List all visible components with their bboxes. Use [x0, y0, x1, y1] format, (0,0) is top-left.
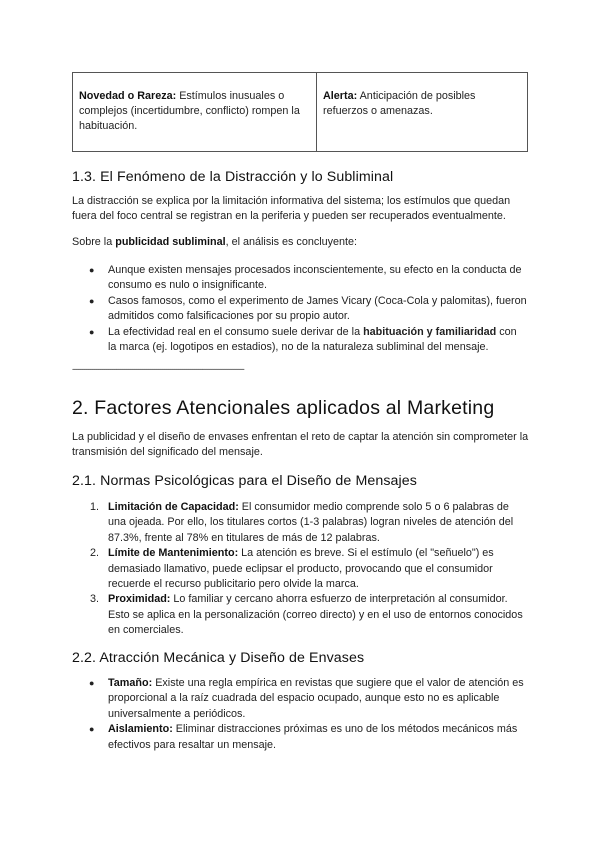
list-item-text: Casos famosos, como el experimento de James Vicary (Coca-Cola y palomitas), fueron admitidos como falsificaciones por su propio autor. — [108, 294, 527, 323]
envases-bullet-list — [72, 676, 528, 753]
list-item-text: La atención es breve. Si el estímulo (el "señuelo") es demasiado llamativo, puede eclipsar el producto, provocando que el consumidor recuerde el recurso publicitario pero olvide la marca. — [108, 547, 494, 591]
bullet-icon: ● — [89, 724, 95, 735]
table-cell-term: Alerta: — [323, 90, 358, 102]
section-heading-2: 2. Factores Atencionales aplicados al Marketing — [72, 397, 495, 419]
dashed-divider: -------------------------------------------------------------------------------------- — [72, 364, 244, 374]
list-number: 1. — [90, 501, 100, 513]
bold-term: Tamaño: — [108, 677, 153, 689]
list-number: 3. — [90, 593, 100, 606]
bullet-icon: ● — [89, 265, 95, 275]
subliminal-bullet-list — [72, 263, 528, 355]
section-heading-2-1: 2.1. Normas Psicológicas para el Diseño de Mensajes — [72, 473, 417, 489]
table-cell-term: Novedad o Rareza: — [79, 90, 177, 102]
list-item-text: Eliminar distracciones próximas es uno de los métodos mecánicos más efectivos para resaltar un mensaje. — [108, 723, 518, 751]
list-item-text: Aunque existen mensajes procesados inconscientemente, su efecto en la conducta de consumo es nulo o insignificante. — [108, 264, 522, 292]
paragraph-subliminal-intro — [72, 235, 532, 250]
section-heading-2-2: 2.2. Atracción Mecánica y Diseño de Envases — [72, 650, 365, 666]
bold-term: Aislamiento: — [108, 723, 173, 736]
bold-term: habituación y familiaridad — [363, 325, 497, 338]
list-item-text: Lo familiar y cercano ahorra esfuerzo de interpretación al consumidor. Esto se aplica en la personalización (correo directo) y en el uso de entornos conocidos en comerciales. — [108, 593, 523, 637]
normas-numbered-list — [72, 500, 528, 639]
paragraph-marketing-intro: La publicidad y el diseño de envases enfrentan el reto de captar la atención sin comprometer la transmisión del significado del mensaje. — [72, 431, 529, 459]
bullet-icon: ● — [89, 295, 95, 306]
table-cell-text: Estímulos inusuales o complejos (incertidumbre, conflicto) rompen la habituación. — [79, 90, 300, 132]
list-number: 2. — [90, 547, 100, 560]
list-item — [72, 722, 528, 753]
paragraph-distraccion: La distracción se explica por la limitación informativa del sistema; los estímulos que quedan fuera del foco central se registran en la periferia y pueden ser recuperados eventualmente. — [72, 195, 511, 223]
list-item — [72, 500, 528, 546]
list-item — [72, 676, 528, 722]
table-cell-alerta — [317, 73, 527, 151]
bold-term: publicidad subliminal — [115, 236, 226, 248]
list-item-text: El consumidor medio comprende solo 5 o 6 palabras de una ojeada. Por ello, los titulares cortos (1-3 palabras) logran niveles de atención del 87.3%, frente al 78% en titulares de más de 12 palabras. — [108, 501, 514, 544]
list-item-text: La efectividad real en el consumo suele derivar de la — [108, 325, 364, 338]
list-item — [72, 294, 528, 325]
bullet-icon: ● — [89, 678, 95, 688]
criteria-table — [72, 72, 528, 152]
table-cell-novedad — [73, 73, 317, 151]
list-item-text: Existe una regla empírica en revistas que sugiere que el valor de atención es proporcional a la raíz cuadrada del espacio ocupado, aunque esto no es aplicable universalmente a periódicos. — [108, 677, 524, 720]
list-item — [72, 592, 528, 638]
bold-term: Límite de Mantenimiento: — [108, 547, 239, 560]
bold-term: Proximidad: — [108, 593, 171, 606]
list-item — [72, 263, 528, 294]
table-cell-text: Anticipación de posibles refuerzos o amenazas. — [323, 90, 476, 117]
list-item — [72, 325, 528, 356]
text-fragment: Sobre la — [72, 236, 116, 248]
bullet-icon: ● — [89, 326, 95, 337]
list-item — [72, 546, 528, 592]
bold-term: Limitación de Capacidad: — [108, 501, 239, 513]
text-fragment: , el análisis es concluyente: — [225, 236, 358, 248]
list-item-text: con la marca (ej. logotipos en estadios), no de la naturaleza subliminal del mensaje. — [108, 325, 517, 354]
section-heading-1-3: 1.3. El Fenómeno de la Distracción y lo Subliminal — [72, 169, 394, 185]
